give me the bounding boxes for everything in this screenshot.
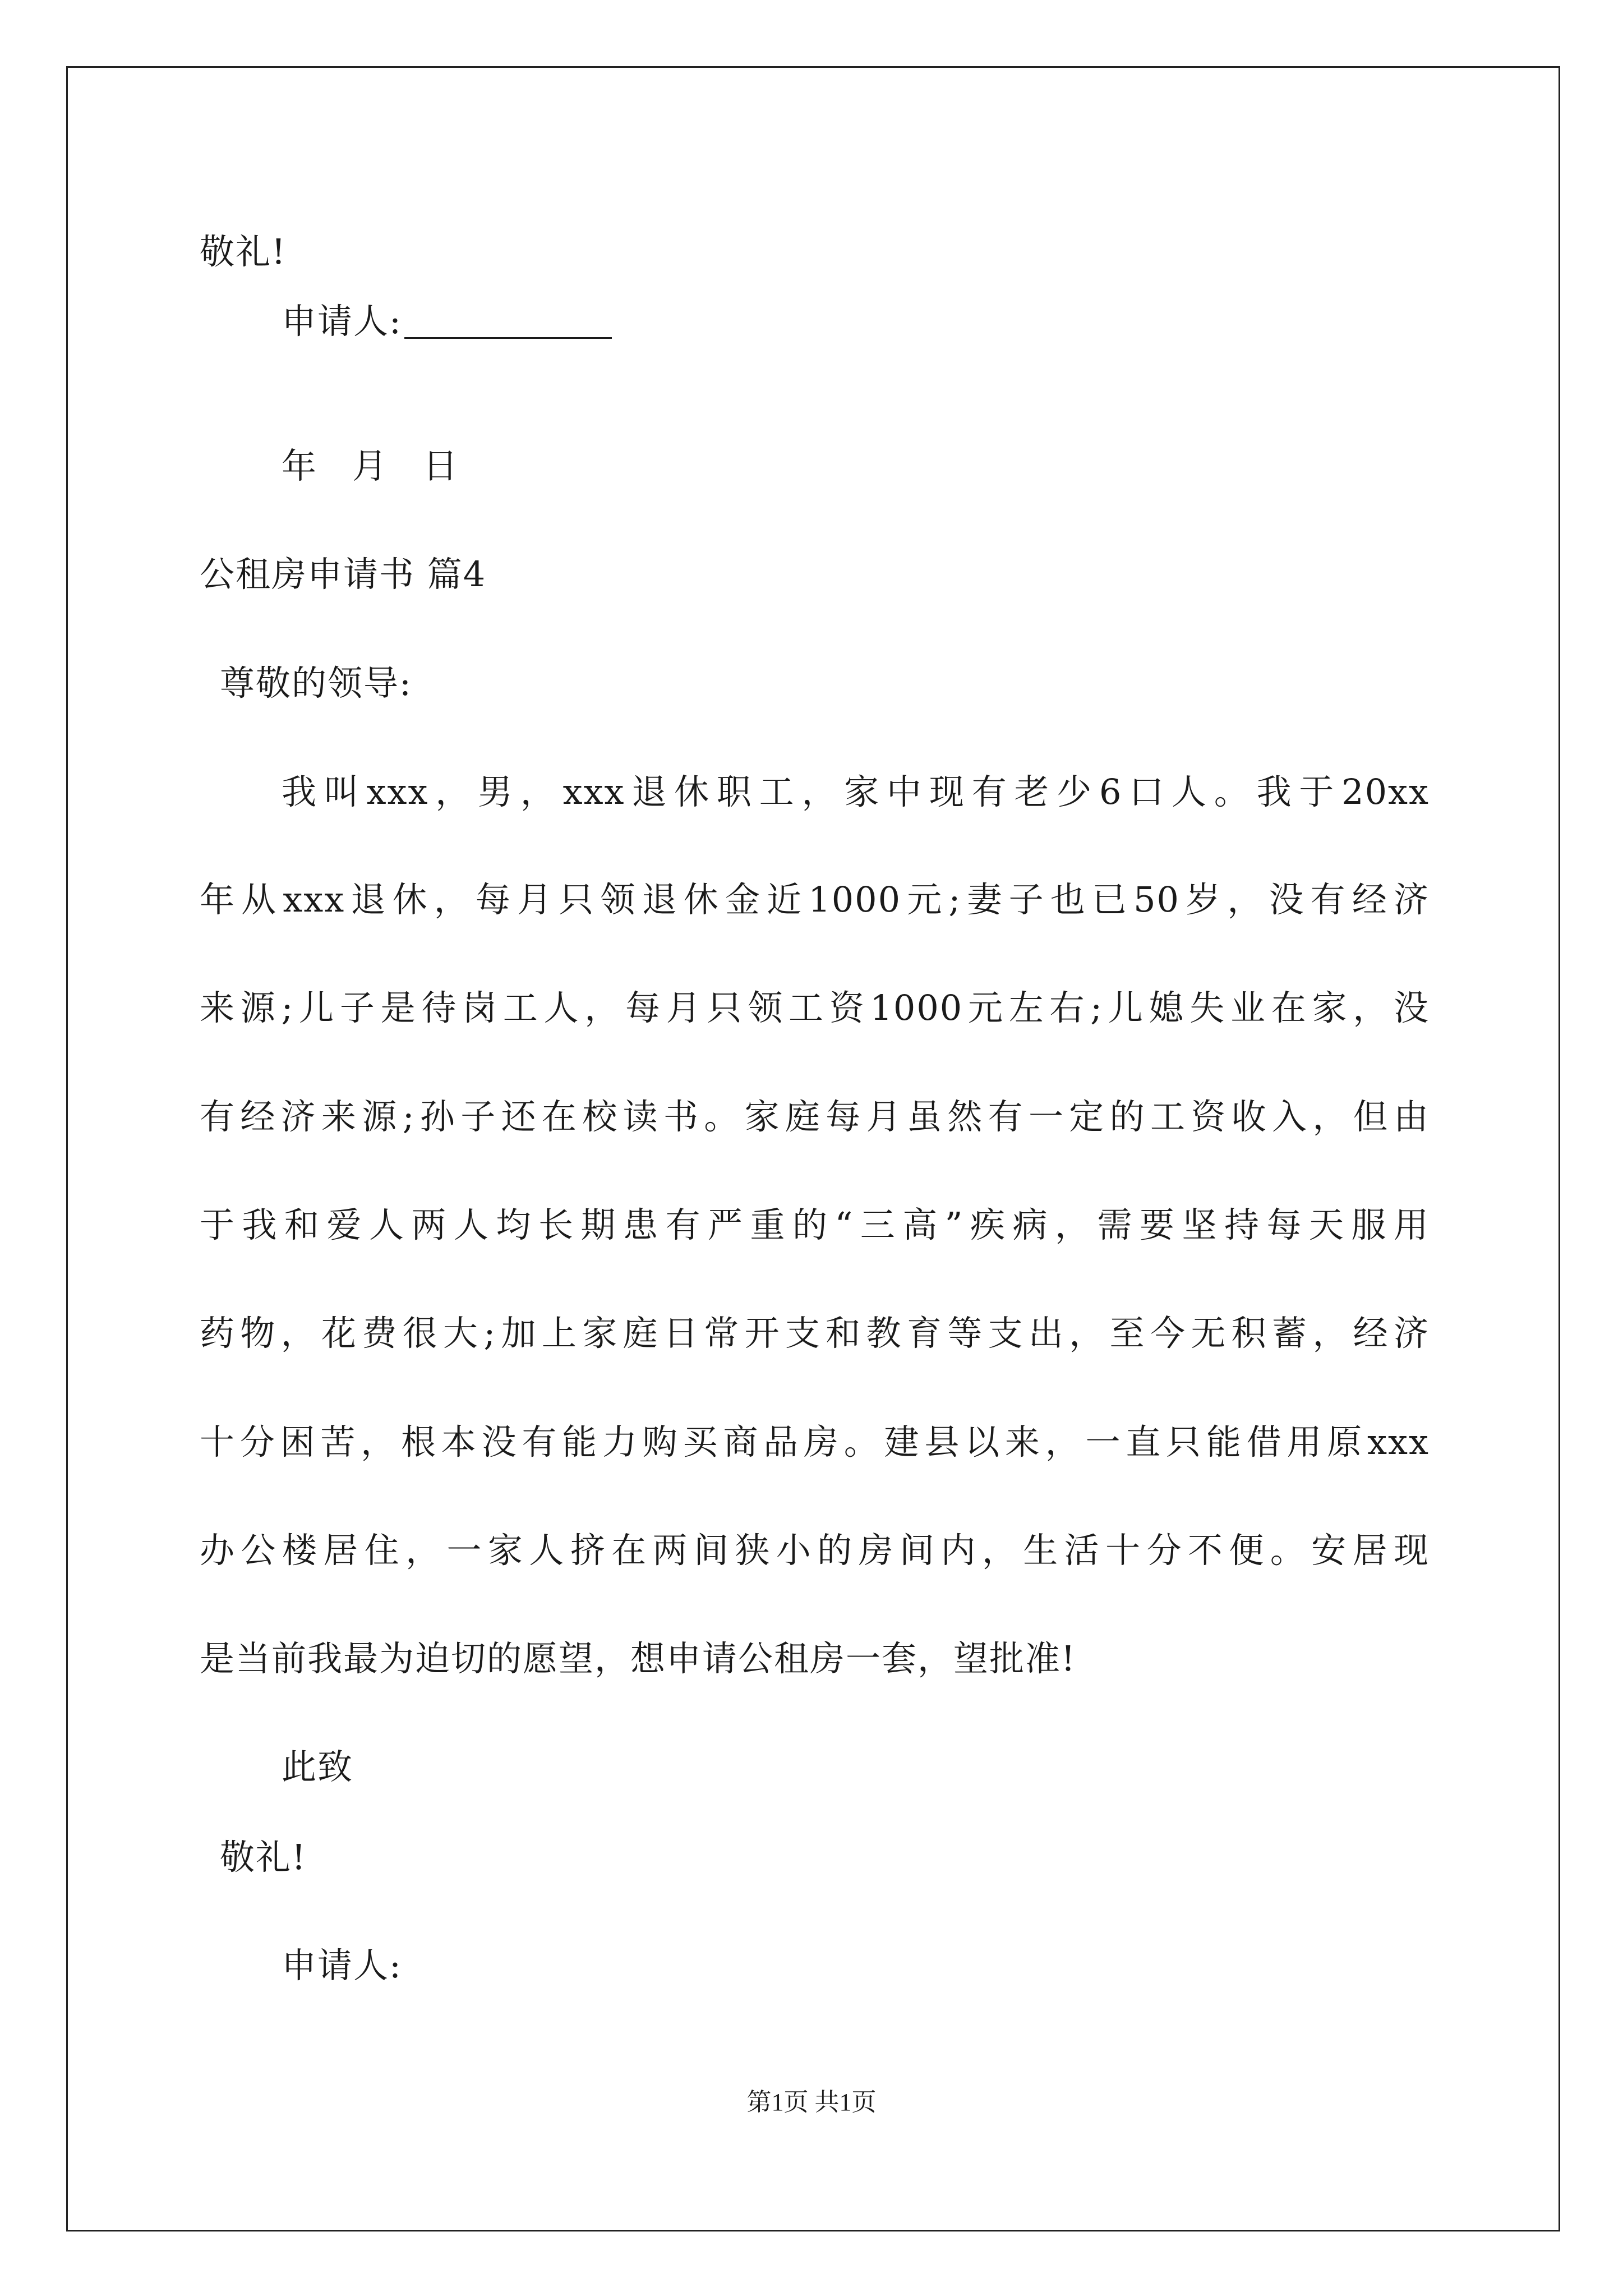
- date-line-top: [282, 445, 494, 486]
- paragraph-line: 有经济来源;孙子还在校读书。家庭每月虽然有一定的工资收入，但由: [200, 1096, 1430, 1137]
- closing: 此致: [282, 1746, 354, 1787]
- applicant-label: 申请人:: [282, 301, 402, 342]
- date-day: 日: [423, 445, 459, 486]
- paragraph-line: 来源;儿子是待岗工人，每月只领工资1000元左右;儿媳失业在家，没: [200, 987, 1430, 1028]
- applicant-line-top: [282, 301, 612, 342]
- applicant-label: 申请人:: [282, 1945, 402, 1986]
- paragraph-line: 是当前我最为迫切的愿望，想申请公租房一套，望批准!: [200, 1638, 1076, 1679]
- paragraph-line: 十分困苦，根本没有能力购买商品房。建县以来，一直只能借用原xxx: [200, 1421, 1430, 1462]
- salute: 敬礼!: [220, 1837, 307, 1878]
- greeting: 尊敬的领导:: [220, 662, 412, 703]
- paragraph-line: 于我和爱人两人均长期患有严重的“三高”疾病，需要坚持每天服用: [200, 1204, 1430, 1245]
- date-year: 年: [282, 445, 318, 486]
- salute-top: 敬礼!: [200, 231, 287, 272]
- paragraph-line: 年从xxx退休，每月只领退休金近1000元;妻子也已50岁，没有经济: [200, 879, 1430, 920]
- paragraph-line: 药物，花费很大;加上家庭日常开支和教育等支出，至今无积蓄，经济: [200, 1313, 1430, 1354]
- page-footer: 第1页 共1页: [746, 2088, 877, 2116]
- page-border: [66, 66, 1560, 2231]
- date-month: 月: [352, 445, 389, 486]
- section-title: 公租房申请书 篇4: [200, 554, 487, 595]
- paragraph-line: 办公楼居住，一家人挤在两间狭小的房间内，生活十分不便。安居现: [200, 1530, 1430, 1571]
- signature-blank-line: [404, 307, 612, 339]
- paragraph-line: 我叫xxx，男，xxx退休职工，家中现有老少6口人。我于20xx: [282, 771, 1430, 812]
